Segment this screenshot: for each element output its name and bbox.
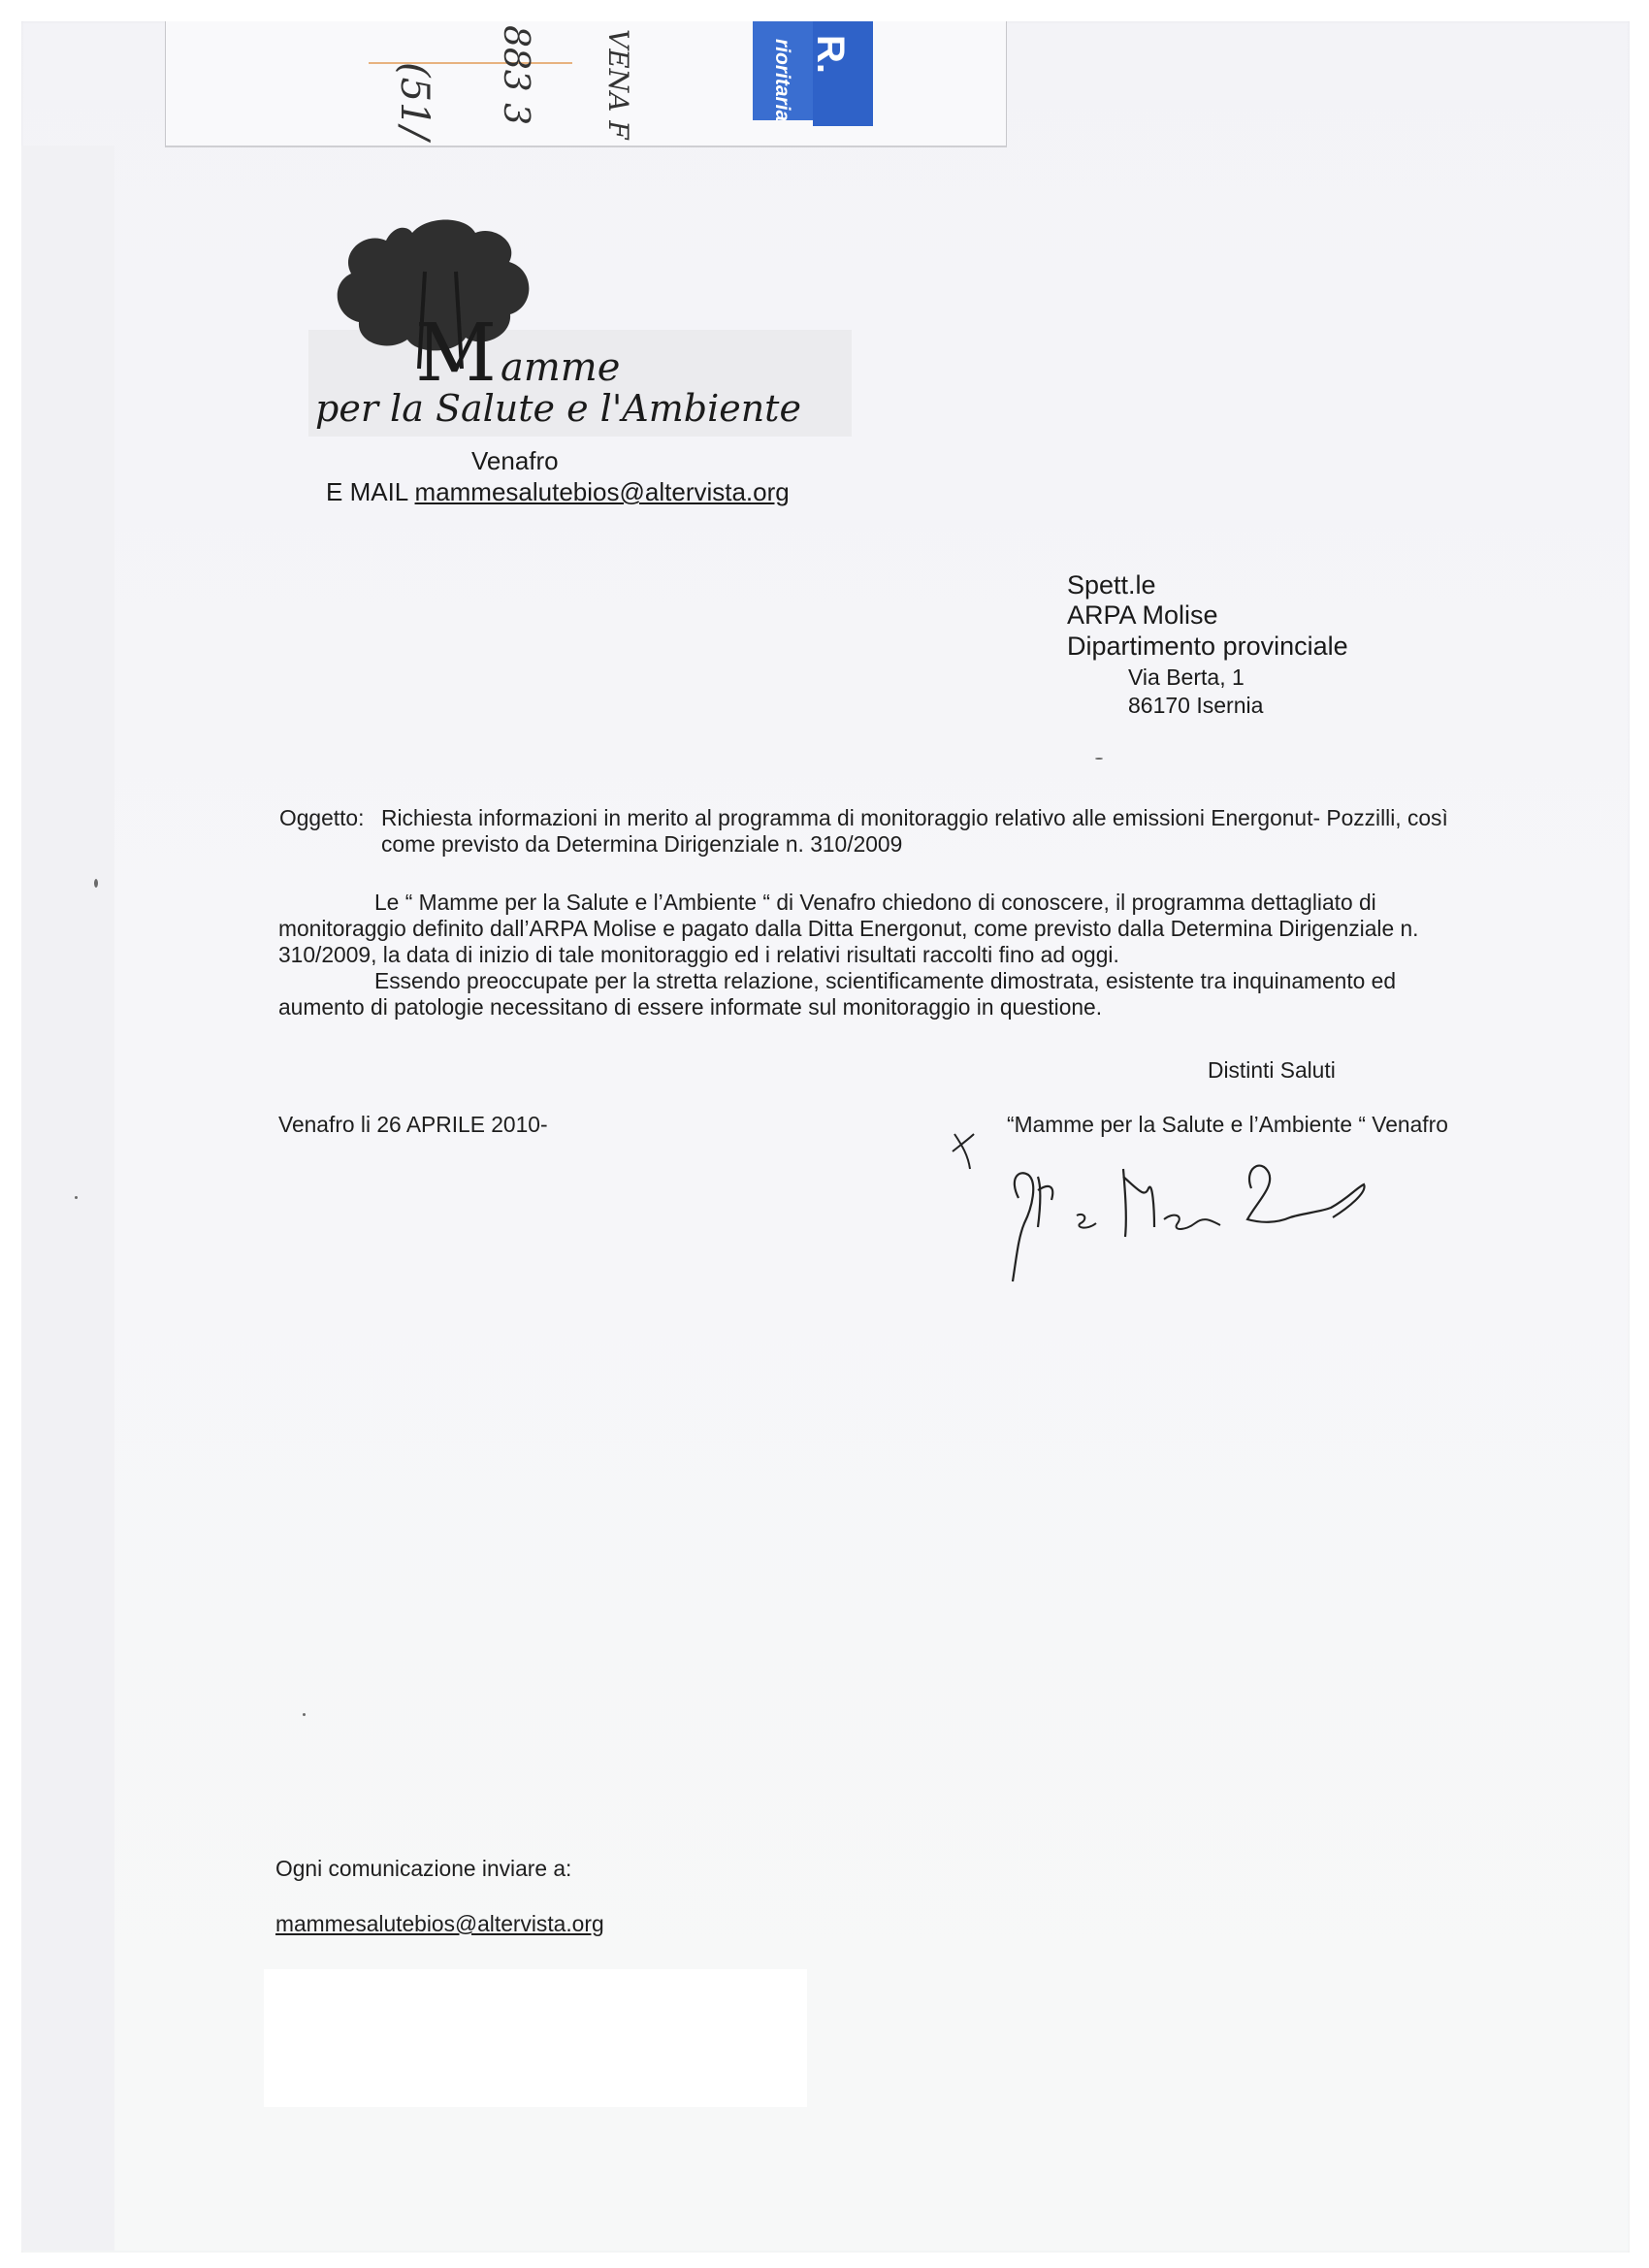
subject-line-1: Richiesta informazioni in merito al programma di monitoraggio relativo alle emissioni Energonut- Pozzilli, così — [381, 805, 1448, 830]
logo-initial: M — [415, 308, 497, 400]
recipient-salutation: Spett.le — [1067, 570, 1156, 599]
scan-speck — [75, 1196, 78, 1199]
recipient-city: 86170 Isernia — [1128, 693, 1264, 718]
closing-greeting: Distinti Saluti — [1208, 1057, 1336, 1083]
handwritten-signature — [941, 1130, 1426, 1295]
receipt-handwriting-2: 883 3 — [496, 25, 535, 126]
recipient-street: Via Berta, 1 — [1128, 664, 1245, 690]
body-p2-line-2: aumento di patologie necessitano di essere informate sul monitoraggio in questione. — [278, 994, 1103, 1020]
postal-receipt — [165, 21, 1007, 147]
footer-email-link[interactable]: mammesalutebios@altervista.org — [275, 1911, 604, 1936]
logo — [310, 213, 854, 437]
receipt-brand: R. — [809, 35, 852, 74]
recipient-org: ARPA Molise — [1067, 600, 1218, 630]
scan-speck — [303, 1713, 306, 1716]
subject-line-2: come previsto da Determina Dirigenziale n. 310/2009 — [381, 831, 903, 857]
body-p1-line-3: 310/2009, la data di inizio di tale monitoraggio ed i relativi risultati raccolti fino ad oggi. — [278, 942, 1119, 967]
sender-email-link[interactable]: mammesalutebios@altervista.org — [414, 477, 790, 506]
redacted-area — [264, 1969, 807, 2107]
scan-edge — [21, 146, 114, 2251]
receipt-service: rioritaria — [771, 39, 793, 122]
body-p1-line-2: monitoraggio definito dall’ARPA Molise e pagato dalla Ditta Energonut, come previsto dalla Determina Dirigenziale n. — [278, 916, 1419, 941]
subject-label: Oggetto: — [279, 805, 365, 830]
logo-word: amme — [501, 345, 621, 390]
closing-signatory: “Mamme per la Salute e l’Ambiente “ Venafro — [1007, 1112, 1448, 1137]
body-p2-line-1: Essendo preoccupate per la stretta relazione, scientificamente dimostrata, esistente tra inquinamento ed — [374, 968, 1397, 993]
closing-date: Venafro li 26 APRILE 2010- — [278, 1112, 548, 1137]
body-p1-line-1: Le “ Mamme per la Salute e l’Ambiente “ di Venafro chiedono di conoscere, il programma dettagliato di — [374, 890, 1376, 915]
receipt-handwriting-3: VENA F — [602, 29, 634, 140]
recipient-department: Dipartimento provinciale — [1067, 632, 1348, 661]
receipt-handwriting-1: (51/ — [392, 62, 436, 140]
sender-city: Venafro — [471, 446, 559, 475]
email-label: E MAIL — [326, 477, 408, 506]
scan-speck — [1095, 758, 1103, 760]
logo-tagline: per la Salute e l'Ambiente — [315, 387, 801, 430]
sender-email-line — [326, 477, 790, 507]
scan-speck — [94, 879, 98, 888]
footer-note: Ogni comunicazione inviare a: — [275, 1856, 572, 1881]
